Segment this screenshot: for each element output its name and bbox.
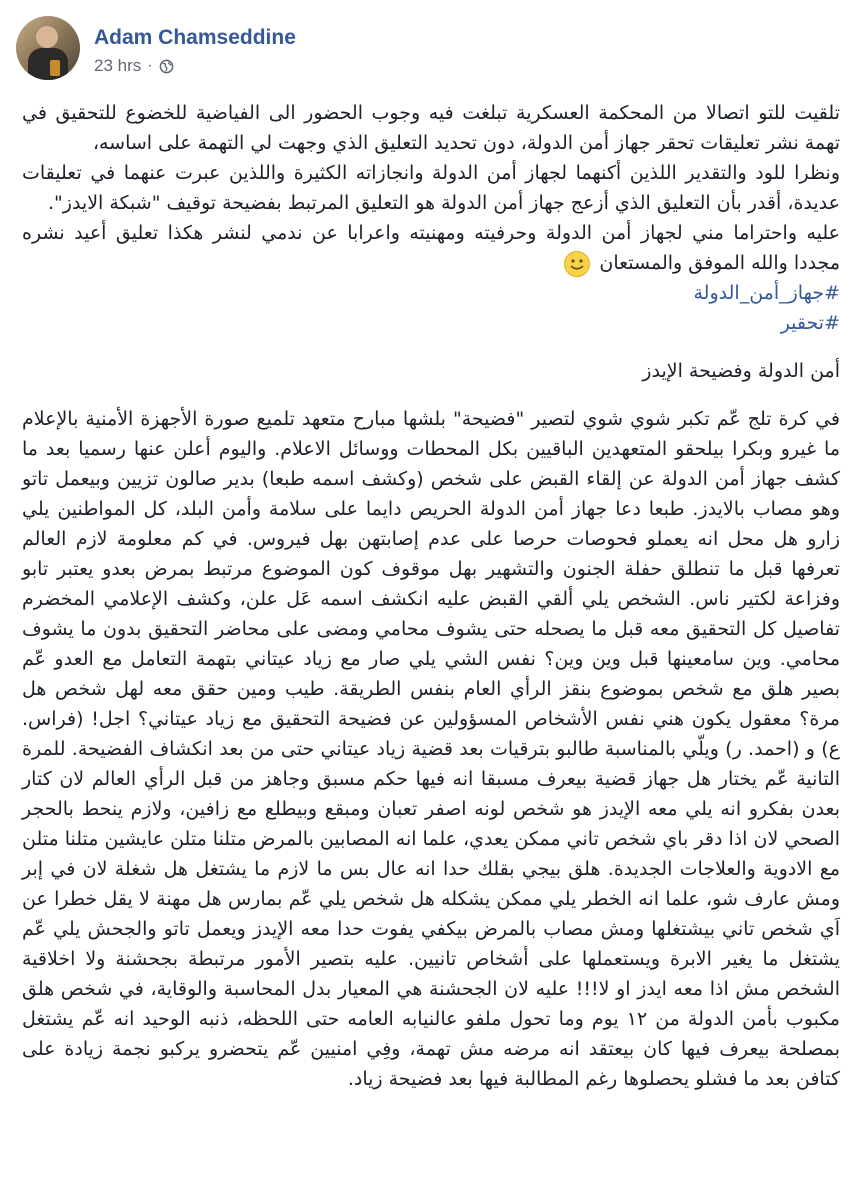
post-meta: [94, 26, 296, 76]
intro-paragraph-1: تلقيت للتو اتصالا من المحكمة العسكرية تبلغت فيه وجوب الحضور الى الفياضية للخضوع للتحقيق في تهمة نشر تعليقات تحقر جهاز أمن الدولة، دون تحديد التعليق الذي وجهت لي التهمة على اساسه،: [22, 102, 840, 154]
post-content: [22, 98, 840, 1094]
intro-paragraph-2: ونظرا للود والتقدير اللذين أكنهما لجهاز أمن الدولة وانجازاته الكثيرة واللذين عبرت عنهما في تعليقات عديدة، أقدر بأن التعليق الذي أزعج جهاز أمن الدولة هو التعليق المرتبط بفضيحة توقيف "شبكة الايدز".: [22, 162, 840, 214]
post-subline: [94, 56, 296, 76]
author-avatar[interactable]: [16, 16, 80, 80]
author-name[interactable]: Adam Chamseddine: [94, 26, 296, 49]
post-header: [16, 16, 296, 80]
hashtag-link-2[interactable]: #تحقير: [780, 312, 840, 334]
separator-dot: ·: [147, 57, 153, 74]
globe-icon[interactable]: [159, 59, 174, 74]
smiley-emoji-icon: [563, 250, 591, 278]
intro-paragraph-3: [22, 218, 840, 278]
article-title: أمن الدولة وفضيحة الإيدز: [642, 360, 840, 382]
post-timestamp[interactable]: 23 hrs: [94, 56, 142, 75]
article-body: في كرة تلج عّم تكبر شوي شوي لتصير "فضيحة" بلشها مبارح متعهد تلميع صورة الأجهزة الأمنية بالإعلام ما غيرو وبكرا بيلحقو المتعهدين الباقيين بكل المحطات ووسائل الاعلام. واليوم أعلن عنها رسميا بعد ما كشف جهاز أمن الدولة عن إلقاء القبض على شخص (وكشف اسمه طبعا) بدير صالون تزيين وبيعمل تاتو وهو مصاب بالايدز. طبعا دعا جهاز أمن الدولة الحريص دايما على سلامة وأمن البلد، كل المواطنين يلي زارو هل محل انه يعملو فحوصات حرصا على عدم إصابتهن بهل فيروس. في كم معلومة لازم العالم تعرفها قبل ما تنطلق حفلة الجنون والتشهير بهل موقوف كون الموضوع مرتبط بمرض بعدو يعتبر تابو وفزاعة لكتير ناس. الشخص يلي ألقي القبض عليه انكشف اسمه عَل علن، وكشف الإعلامي المخضرم تفاصيل كل التحقيق معه قبل ما يصحله حتى يشوف محامي ومضى على محاضر التحقيق بدون ما يشوف محامي. وين سامعينها قبل وين وين؟ نفس الشي يلي صار مع زياد عيتاني بتهمة التعامل مع العدو عّم بصير هلق مع شخص بموضوع بنقز الرأي العام بنفس الطريقة. طيب ومين حقق معه لهل شخص هل مرة؟ معقول يكون هني نفس الأشخاص المسؤولين عن فضيحة التحقيق مع زياد عيتاني؟ اجل! (فراس. ع) و (احمد. ر) ويلّي بالمناسبة طالبو بترقيات بعد قضية زياد عيتاني حتى من بعد انكشاف الفضيحة. للمرة التانية عّم يختار هل جهاز قضية بيعرف مسبقا انه فيها حكم مسبق وجاهز من قبل الرأي العالم لان كتار بعدن بفكرو انه يلي معه الإيدز هو شخص لونه اصفر تعبان ومبقع وبيطلع مع زافين، ولازم ينحط بالحجر الصحي لان اذا دقر باي شخص تاني ممكن يعدي، علما انه المصابين بالمرض متلنا متلن عايشين متلنا متلن مع الادوية والعلاجات الجديدة. هلق بيجي بقلك حدا انه عال بس ما لازم ما يشتغل هل شغلة لان في إبر ومش عارف شو، علما انه الخطر يلي ممكن يشكله هل شخص يلي عّم بمارس هل مهنة لا يقل خطرا عن اَي شخص تاني بيشتغلها ومش مصاب بالمرض بيكفي يفوت حدا معه الإيدز ويعمل تاتو والجحش يلي عّم يشتغل ما يغير الابرة ويستعملها على أشخاص تانيين. عليه بتصير الأمور مرتبطة بجحشنة ولا اخلاقية الشخص مش اذا معه ايدز او لا!!! عليه لان الجحشنة هي المعيار بدل المحاسبة والوقاية، في شخص هلق مكبوب بأمن الدولة من ١٢ يوم وما تحول ملفو عالنيابه العامه حتى اللحظه، ذنبه الوحيد انه عّم يشتغل بمصلحة بيعرف فيها كان بيعتقد انه مرضه مش تهمة، وفِي امنيين عّم يتحضرو يركبو نجمة زيادة على كتافن بعد ما فشلو يحصلوها رغم المطالبة فيها بعد فضيحة زياد.: [22, 408, 840, 1090]
hashtag-link-1[interactable]: #جهاز_أمن_الدولة: [693, 282, 840, 304]
intro-paragraph-3-text: عليه واحتراما مني لجهاز أمن الدولة وحرفيته ومهنيته واعرابا عن ندمي لنشر هكذا تعليق أعيد نشره مجددا والله الموفق والمستعان: [22, 222, 840, 274]
